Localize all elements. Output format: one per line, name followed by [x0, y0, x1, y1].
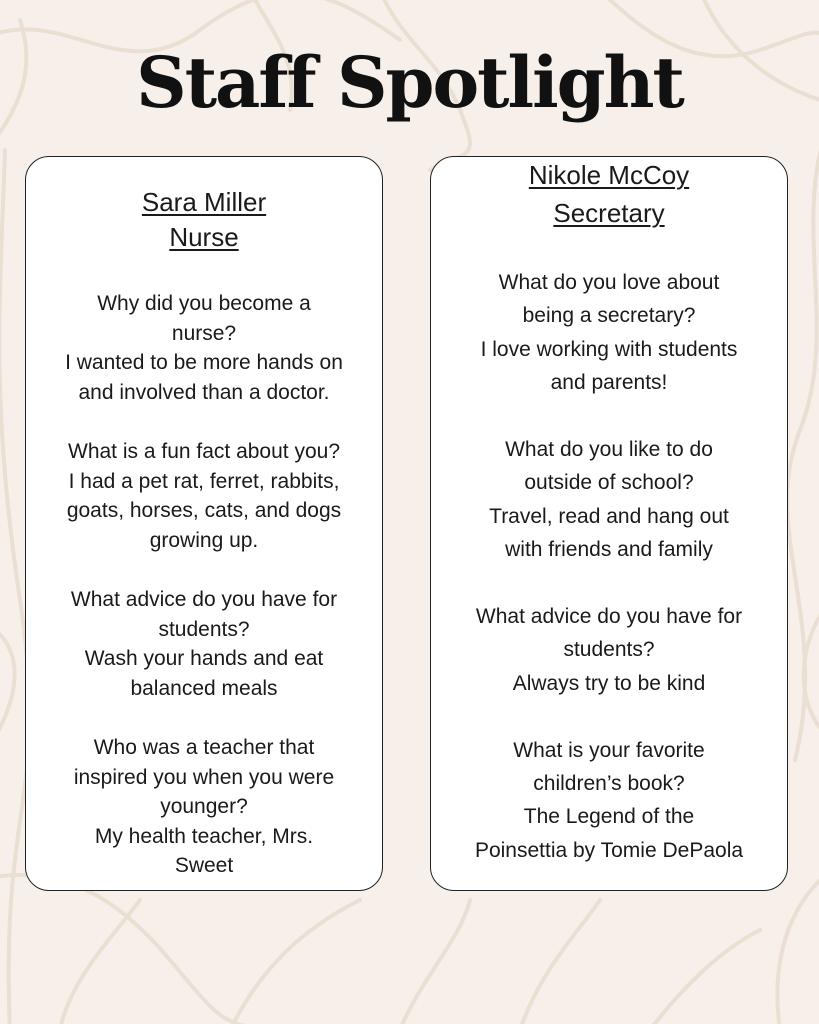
question-text: What do you like to do — [505, 438, 713, 462]
question-text: children’s book? — [533, 772, 685, 796]
question-text: younger? — [160, 795, 248, 819]
answer-text: My health teacher, Mrs. — [94, 824, 314, 848]
answer-text: The Legend of the — [523, 805, 695, 829]
answer-text: Sweet — [174, 854, 234, 878]
question-text: What do you love about — [498, 271, 720, 294]
qa-item — [40, 289, 368, 407]
staff-name: Nikole McCoy — [528, 160, 690, 190]
qa-list — [431, 266, 787, 867]
answer-text: Poinsettia by Tomie DePaola — [474, 838, 744, 862]
staff-role: Nurse — [169, 222, 239, 252]
staff-role: Secretary — [553, 198, 665, 228]
answer-text: I wanted to be more hands on — [65, 351, 343, 375]
qa-list — [26, 289, 382, 881]
staff-card-sara-miller — [25, 156, 383, 891]
answer-text: and parents! — [550, 371, 668, 395]
staff-name: Sara Miller — [141, 187, 267, 217]
question-text: Who was a teacher that — [93, 735, 315, 759]
answer-text: goats, horses, cats, and dogs — [66, 499, 342, 523]
qa-item — [445, 266, 773, 400]
qa-item — [40, 437, 368, 555]
question-text: students? — [158, 617, 250, 641]
qa-item — [40, 585, 368, 703]
staff-card-nikole-mccoy — [430, 156, 788, 891]
qa-item — [445, 433, 773, 567]
question-text: What advice do you have for — [475, 605, 743, 629]
answer-text: I had a pet rat, ferret, rabbits, — [68, 469, 340, 493]
question-text: Why did you become a — [97, 292, 311, 315]
answer-text: I love working with students — [480, 337, 738, 361]
answer-text: growing up. — [149, 528, 259, 552]
qa-item — [445, 734, 773, 868]
answer-text: Always try to be kind — [512, 671, 706, 695]
question-text: students? — [563, 638, 655, 662]
staff-name-block — [431, 156, 787, 232]
answer-text: and involved than a doctor. — [78, 380, 330, 404]
qa-item — [445, 600, 773, 700]
answer-text: Wash your hands and eat — [84, 647, 324, 671]
question-text: outside of school? — [524, 471, 694, 495]
answer-text: with friends and family — [505, 538, 713, 562]
question-text: What advice do you have for — [70, 587, 338, 611]
question-text: What is a fun fact about you? — [68, 439, 340, 463]
page-title: Staff Spotlight — [136, 41, 683, 124]
question-text: inspired you when you were — [73, 765, 335, 789]
question-text: being a secretary? — [522, 304, 696, 328]
question-text: What is your favorite — [513, 738, 705, 762]
answer-text: balanced meals — [130, 676, 278, 700]
staff-name-block — [26, 185, 382, 255]
answer-text: Travel, read and hang out — [489, 504, 729, 528]
question-text: nurse? — [171, 321, 237, 345]
qa-item — [40, 733, 368, 881]
